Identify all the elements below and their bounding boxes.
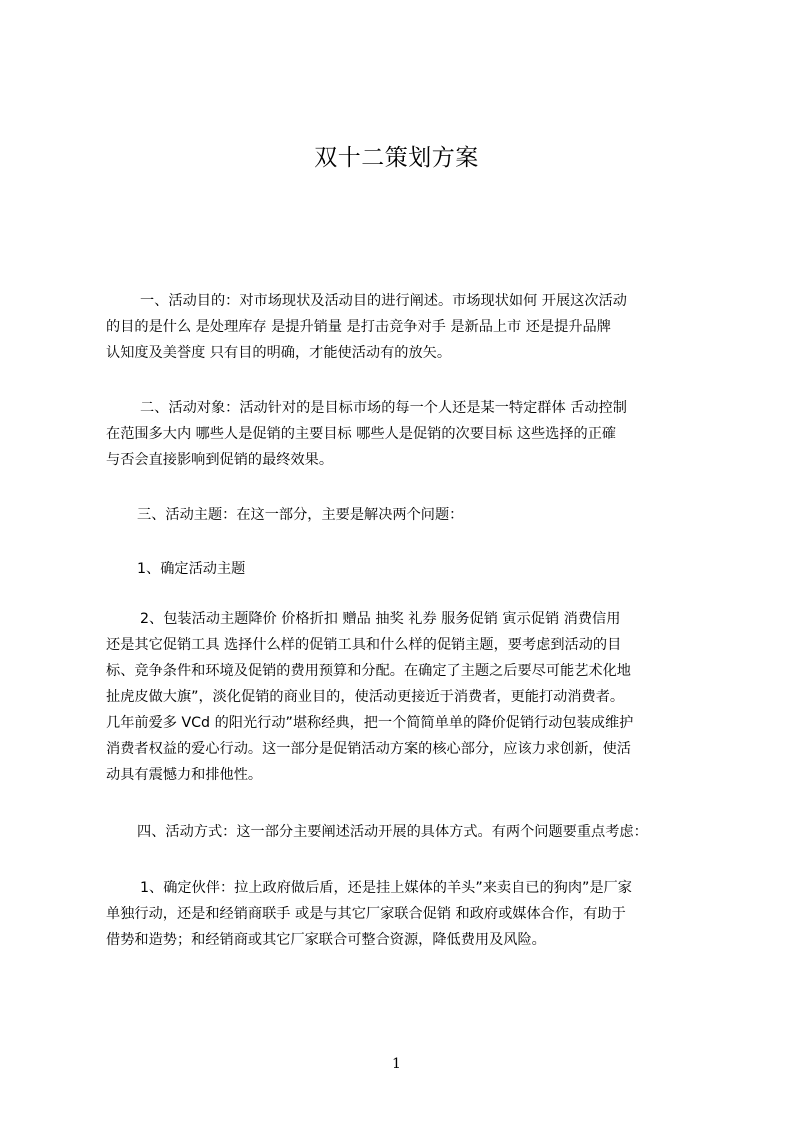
- paragraph-line: 在范围多大内 哪些人是促销的主要目标 哪些人是促销的次要目标 这些选择的正確: [106, 426, 617, 442]
- paragraph-line: 消费者权益的爱心行动。这一部分是促销活动方案的核心部分，应该力求创新，使活: [106, 741, 631, 757]
- paragraph-activity-method: [106, 819, 706, 845]
- paragraph-line: 动具有震憾力和排他性。: [106, 767, 263, 783]
- paragraph-line: 1、确定活动主题: [137, 561, 246, 577]
- paragraph-line: 1、确定伙伴：拉上政府做后盾，还是挂上媒体的羊头”来卖自已的狗肉”是厂家: [140, 880, 632, 896]
- paragraph-activity-target: [106, 395, 706, 473]
- paragraph-line: 认知度及美誉度 只有目的明确，才能使活动有的放矢。: [106, 345, 452, 361]
- paragraph-line: 一、活动目的：对市场现状及活动目的进行阐述。市场现状如何 开展这次活动: [140, 293, 627, 309]
- paragraph-line: 与否会直接影响到促销的最终效果。: [106, 452, 334, 468]
- paragraph-line: 三、活动主题：在这一部分，主要是解决两个问题：: [137, 507, 464, 523]
- paragraph-activity-theme: [106, 502, 706, 528]
- paragraph-line: 还是其它促销工具 选择什么样的促销工具和什么样的促销主题，要考虑到活动的目: [106, 637, 622, 653]
- paragraph-determine-theme: [106, 556, 706, 582]
- paragraph-line: 几年前爱多 VCd 的阳光行动”堪称经典，把一个简简单单的降价促销行动包装成维护: [106, 715, 634, 731]
- paragraph-line: 标、竞争条件和环境及促销的费用预算和分配。在确定了主题之后要尽可能艺术化地: [106, 663, 631, 679]
- paragraph-line: 借势和造势；和经销商或其它厂家联合可整合资源，降低费用及风险。: [106, 932, 546, 948]
- paragraph-line: 扯虎皮做大旗”，淡化促销的商业目的，使活动更接近于消费者，更能打动消费者。: [106, 689, 625, 705]
- paragraph-line: 2、包装活动主题降价 价格折扣 赠品 抽奖 礼券 服务促销 寅示促销 消费信用: [140, 611, 621, 627]
- paragraph-line: 二、活动对象：活动针对的是目标市场的每一个人还是某一特定群体 舌动控制: [140, 400, 627, 416]
- page-number: 1: [392, 1056, 401, 1072]
- paragraph-activity-purpose: [106, 288, 706, 366]
- paragraph-determine-partner: [106, 875, 706, 953]
- document-title: 双十二策划方案: [314, 145, 479, 171]
- paragraph-line: 单独行动，还是和经销商联手 或是与其它厂家联合促销 和政府或媒体合作，有助于: [106, 906, 626, 922]
- paragraph-line: 四、活动方式：这一部分主要阐述活动开展的具体方式。有两个问题要重点考虑：: [137, 824, 648, 840]
- paragraph-line: 的目的是什么 是处理库存 是提升销量 是打击竞争对手 是新品上市 还是提升品牌: [106, 319, 611, 335]
- paragraph-package-theme: [106, 606, 706, 788]
